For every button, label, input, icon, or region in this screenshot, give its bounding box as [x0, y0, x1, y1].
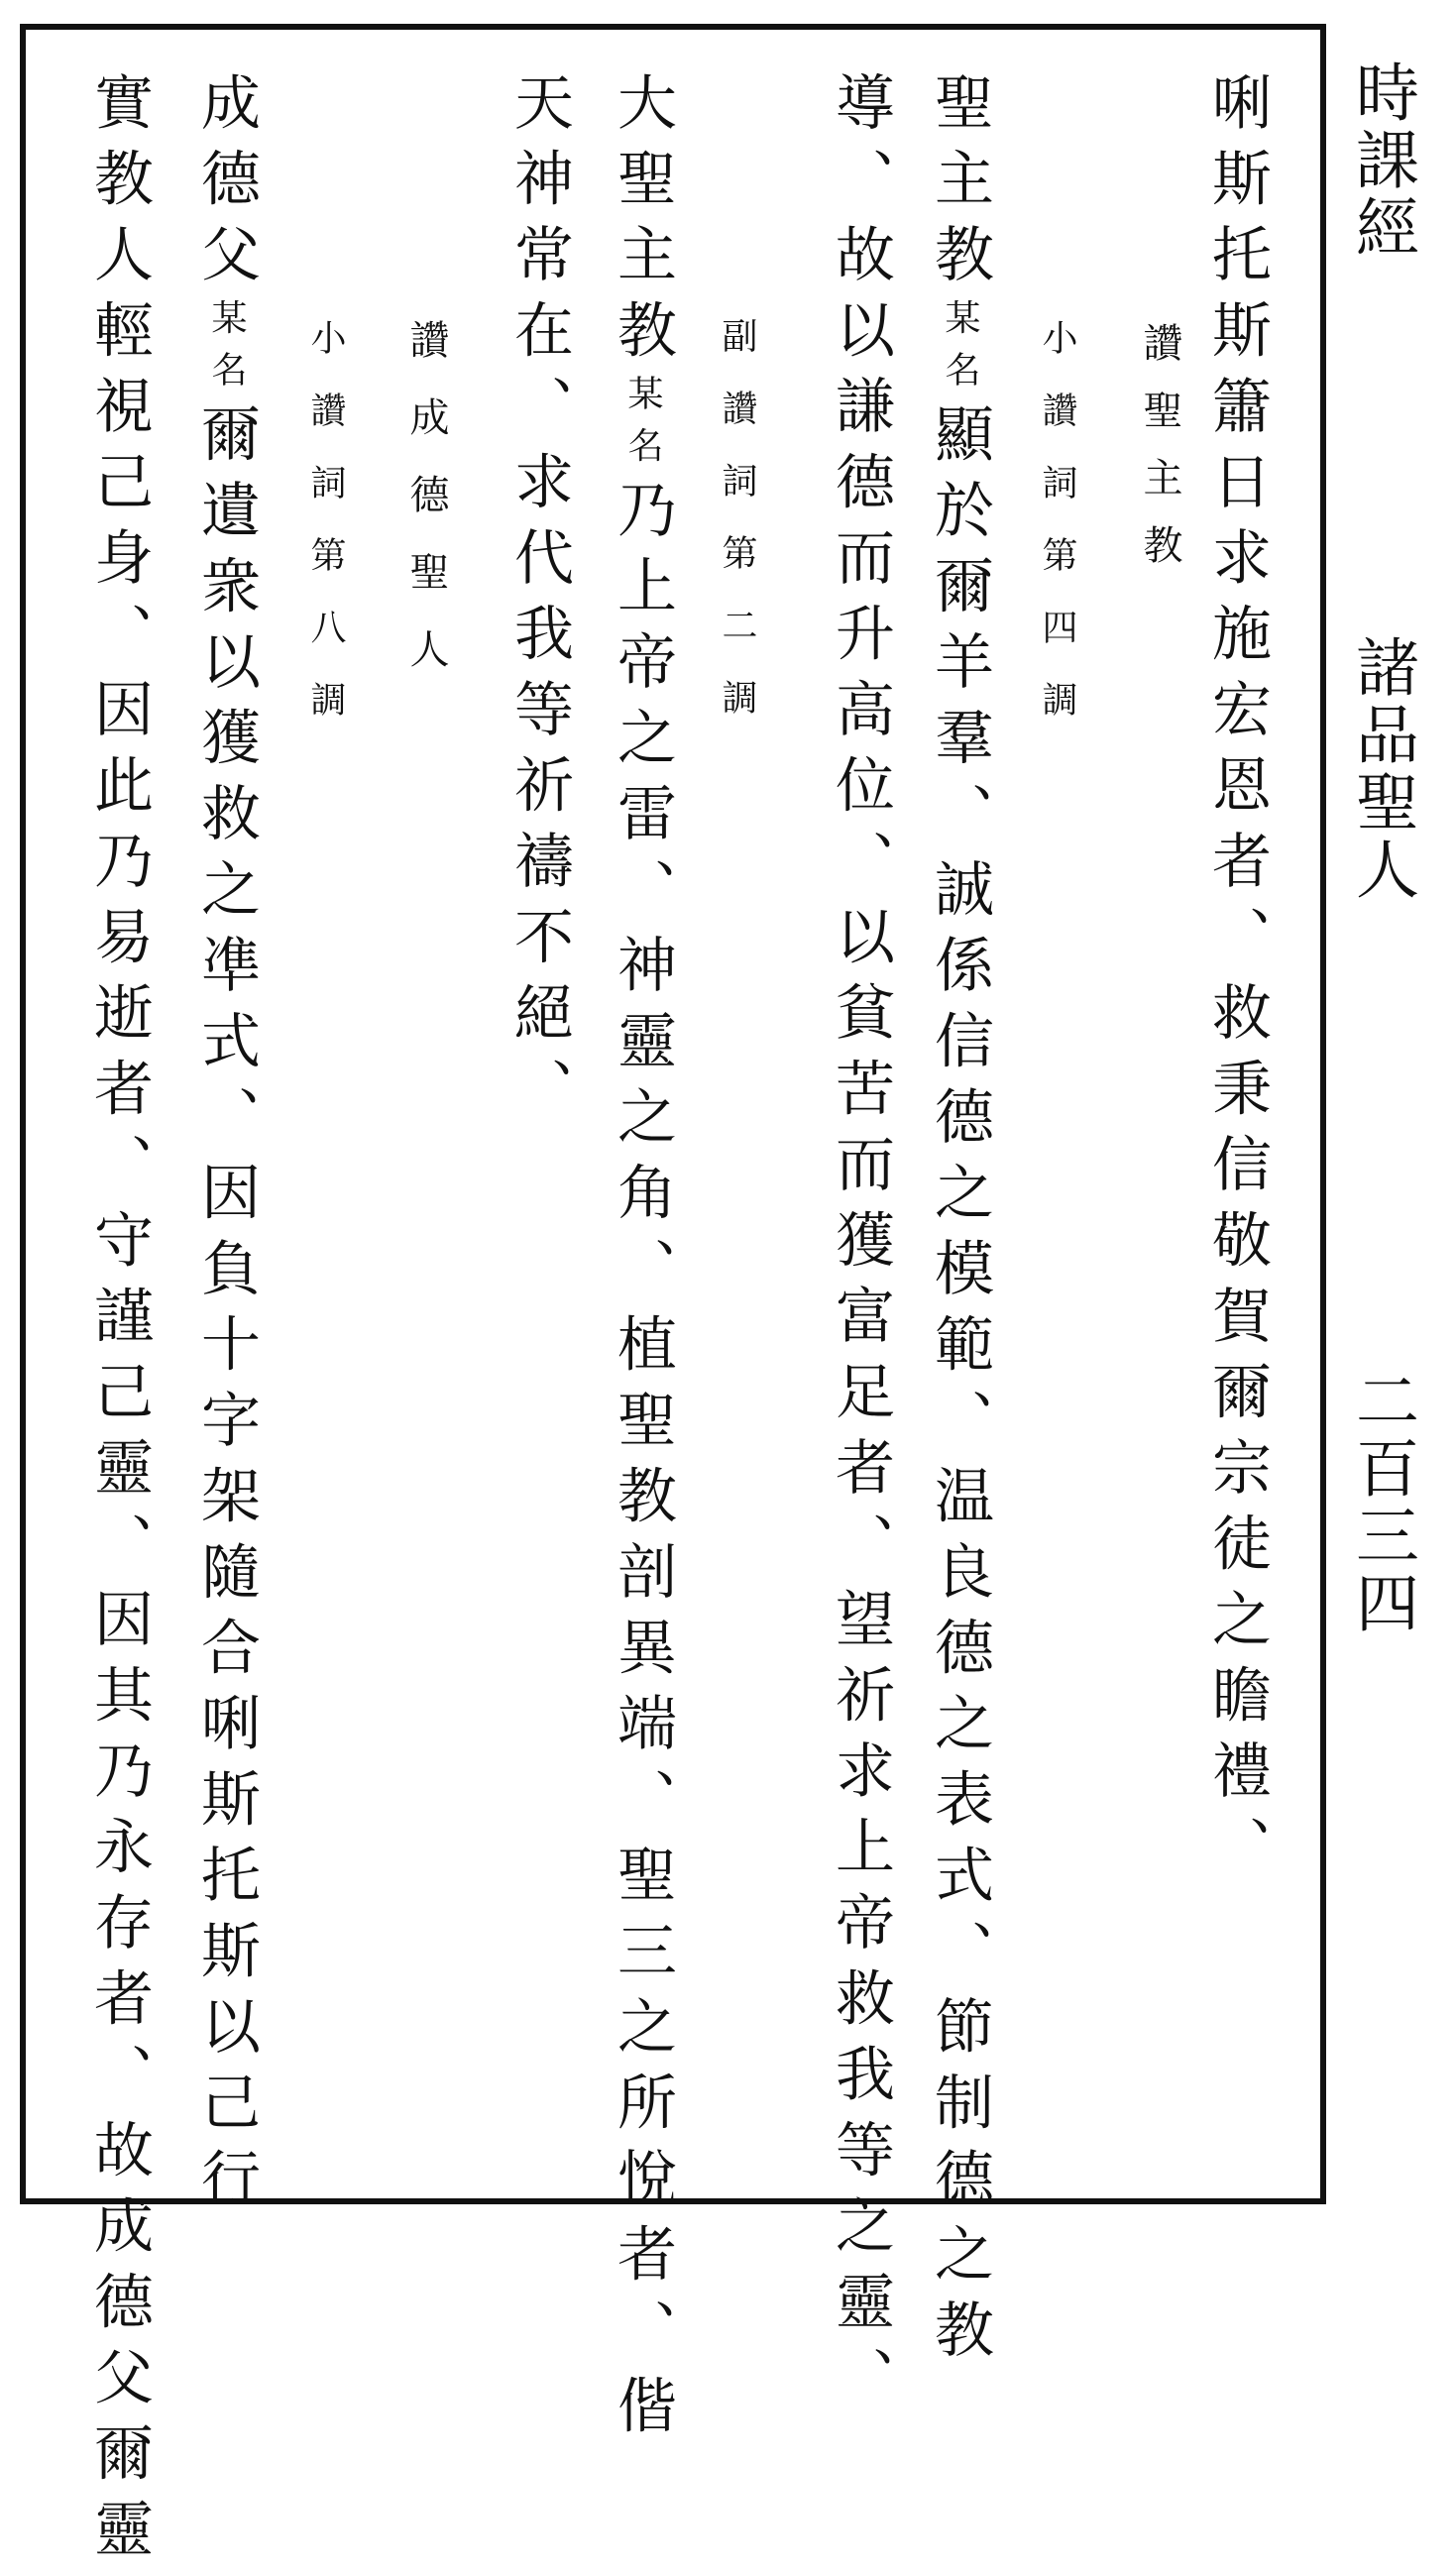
- verse-start: 成德父: [191, 71, 261, 299]
- name-placeholder: 某名: [206, 298, 247, 403]
- verse-start: 大聖主教: [608, 71, 677, 375]
- verse-text: 爾遺衆以獲救之凖式、因負十字架隨合唎斯托斯以己行: [191, 402, 261, 2223]
- verse-text: 乃上帝之雷、神靈之角、植聖教剖異端、聖三之所悅者、偕: [608, 479, 677, 2450]
- hymn-heading-saint-bishop: 讚聖主教: [1137, 322, 1182, 592]
- hymn-tone-label: 小讚詞第八調: [305, 319, 346, 753]
- text-column-4: [925, 71, 994, 2375]
- name-placeholder: 某名: [622, 375, 663, 479]
- text-column-12: 實教人輕視己身、因此乃易逝者、守謹己靈、因其乃永存者、故成德父爾靈: [84, 71, 154, 2574]
- section-title: 諸品聖人: [1345, 634, 1418, 904]
- hymn-tone-label: 小讚詞第四調: [1037, 319, 1077, 753]
- text-column-1: 唎斯托斯簫日求施宏恩者、救秉信敬賀爾宗徒之瞻禮、: [1202, 71, 1272, 1891]
- name-placeholder: 某名: [940, 298, 980, 403]
- text-column-11: [191, 71, 261, 2223]
- verse-text: 顯於爾羊羣、誠係信德之模範、温良德之表式、節制德之教: [925, 402, 994, 2375]
- verse-start: 聖主教: [925, 71, 994, 299]
- book-title: 時課經: [1345, 59, 1418, 262]
- text-column-8: 天神常在、求代我等祈禱不絕、: [504, 71, 574, 1133]
- text-column-5: 導、故以謙德而升高位、以貧苦而獲富足者、望祈求上帝救我等之靈、: [826, 71, 895, 2422]
- hymn-tone-label: 副讚詞第二調: [717, 317, 757, 751]
- page-number: 二百三四: [1345, 1368, 1418, 1637]
- hymn-heading-perfected-saint: 讚成德聖人: [403, 319, 449, 706]
- text-column-7: [608, 71, 677, 2450]
